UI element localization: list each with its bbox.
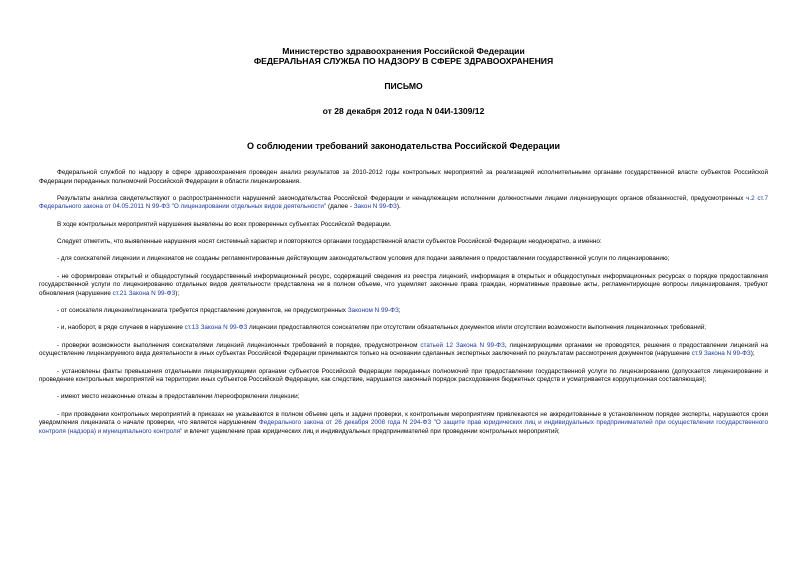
paragraph: - имеют место незаконные отказы в предоставлении /переоформлении лицензии; <box>57 393 300 401</box>
law-link[interactable]: ст.9 Закона N 99-ФЗ <box>691 350 751 358</box>
text-run: - при проведении контрольных мероприятий в приказах не указываются в полном объеме цель и задачи проверки, к контрольным мероприятиям привлекаются не аккредитованные в установленном порядке эксперты, нарушаются сроки уведомления лицензиата о начале проверки, что является нарушением <box>39 410 768 427</box>
text-run: ; <box>398 307 401 315</box>
service-name: ФЕДЕРАЛЬНАЯ СЛУЖБА ПО НАДЗОРУ В СФЕРЕ ЗДРАВООХРАНЕНИЯ <box>253 56 554 66</box>
text-run: ); <box>750 350 755 358</box>
law-link[interactable]: Законом N 99-ФЗ <box>347 307 399 315</box>
text-run: ). <box>396 203 401 211</box>
text-run: - проверки возможности выполнения соискателями лицензий лицензионных требований в порядке, предусмотренном <box>57 341 421 349</box>
paragraph <box>39 411 768 437</box>
paragraph <box>39 342 768 359</box>
law-link[interactable]: ст.21 Закона N 99-ФЗ <box>112 289 176 297</box>
paragraph: В ходе контрольных мероприятий нарушения выявлены во всех проверенных субъектах Российской Федерации. <box>57 220 392 228</box>
ministry-name: Министерство здравоохранения Российской Федерации <box>282 46 525 56</box>
document-body <box>39 169 768 436</box>
paragraph: Следует отметить, что выявленные нарушения носят системный характер и повторяются органами государственной власти субъектов Российской Федерации неоднократно, а именно: <box>57 238 602 246</box>
text-run: Результаты анализа свидетельствуют о распространенности нарушений законодательства Российской Федерации и ненадлежащем исполнении должностными лицами лицензирующих органов обязанностей, предусмотренных <box>57 194 747 202</box>
text-run: - от соискателя лицензии/лицензиата требуется представление документов, не предусмотренных <box>57 307 348 315</box>
text-run: и влечет ущемление прав юридических лиц и индивидуальных предпринимателей при проведении контрольных мероприятий; <box>182 427 560 435</box>
paragraph: - установлены факты превышения отдельными лицензирующими органами субъектов Российской Федерации переданных полномочий при предоставлении государственной услуги по лицензированию (допускается лицензирование и проведение контрольных мероприятий на территории иных субъектов Российской Федерации, как следствие, нарушается законный порядок расходования бюджетных средств и усматривается коррупционная составляющая); <box>39 367 768 384</box>
text-run: - и, наоборот, в ряде случаев в нарушение <box>57 324 185 332</box>
law-link[interactable]: Федерального закона от 26 декабря 2008 года N 294-ФЗ "О защите прав юридических лиц и индивидуальных предпринимателей при осуществлении государственного контроля (надзора) и муниципального контроля" <box>39 419 768 435</box>
text-run: лицензии предоставляются соискателям при отсутствии обязательных документов и/или отсутствии возможности выполнения лицензионных требований; <box>247 324 707 332</box>
paragraph: Федеральной службой по надзору в сфере здравоохранения проведен анализ результатов за 2010-2012 годы контрольных мероприятий за реализацией исполнительными органами государственной власти субъектов Российской Федерации переданных полномочий Российской Федерации в области лицензирования. <box>39 169 768 185</box>
paragraph <box>39 307 768 316</box>
law-link[interactable]: ч.2 ст.7 Федерального закона от 04.05.2011 N 99-ФЗ "О лицензировании отдельных видов деятельности" <box>39 194 768 211</box>
text-run: - не сформирован открытый и общедоступный государственный информационный ресурс, содержащий сведения из реестра лицензий, информация в открытых и общедоступных информационных ресурсах о порядке предоставления государственной услуги по лицензированию отдельных видов деятельности представлена не в полном объеме, что ущемляет законные права граждан, нормативные правовые акты, регламентирующие вопросы лицензирования, требуют обновления (нарушение <box>39 272 768 297</box>
paragraph <box>39 195 768 212</box>
paragraph: - для соискателей лицензии и лицензиатов не созданы регламентированные действующим законодательством условия для подачи заявления о предоставлении государственной услуги по лицензированию; <box>57 255 670 263</box>
document-subject: О соблюдении требований законодательства Российской Федерации <box>246 141 561 151</box>
law-link[interactable]: ст.13 Закона N 99-ФЗ <box>184 324 248 332</box>
document-date-number: от 28 декабря 2012 года N 04И-1309/12 <box>322 106 485 116</box>
paragraph <box>39 273 768 299</box>
law-link[interactable]: статьей 12 Закона N 99-ФЗ <box>420 341 505 349</box>
text-run: ); <box>175 289 180 297</box>
paragraph <box>39 324 768 333</box>
document-type: ПИСЬМО <box>384 81 423 91</box>
text-run: (далее - <box>326 203 354 211</box>
law-link[interactable]: Закон N 99-ФЗ <box>353 203 397 211</box>
text-run: , лицензирующими органами не проводятся, решения о предоставлении лицензий на осуществление лицензируемого вида деятельности в иных субъектах Российской Федерации принимаются только на основании сделанных экспертных заключений по результатам рассмотрения документов (нарушение <box>39 341 768 358</box>
